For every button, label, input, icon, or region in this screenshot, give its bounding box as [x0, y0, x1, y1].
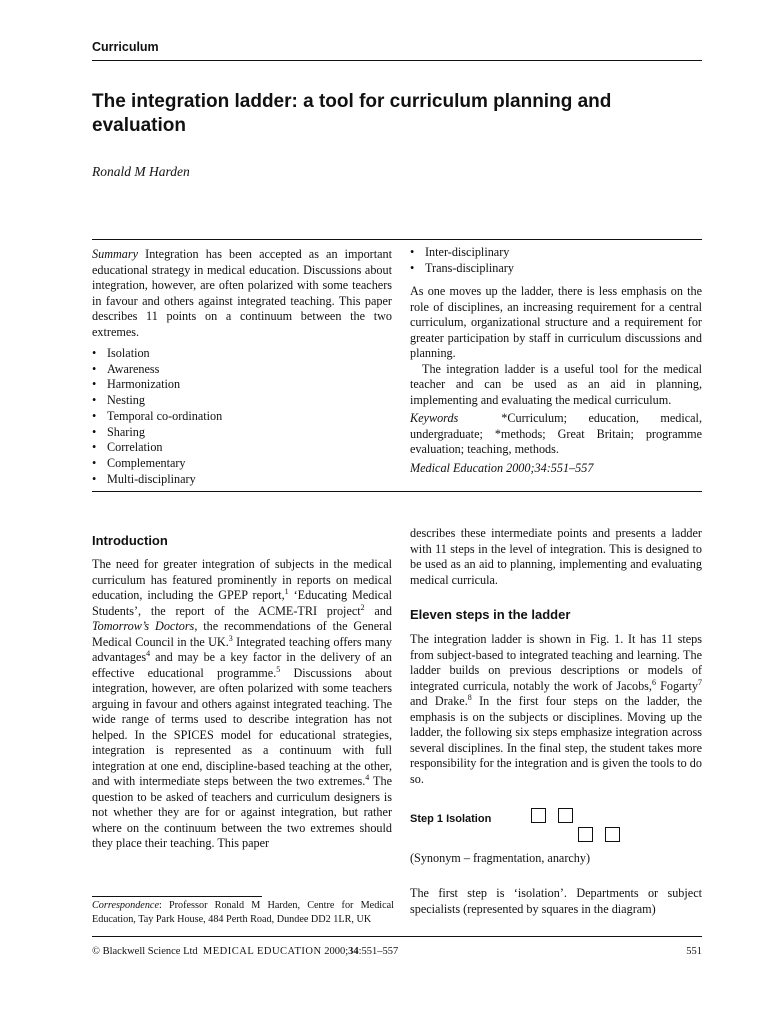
section-label: Curriculum	[92, 40, 159, 54]
step-list-item: • Sharing	[92, 425, 392, 441]
journal-name: MEDICAL EDUCATION	[202, 946, 322, 957]
step-list-item: • Awareness	[92, 362, 392, 378]
step1-label: Step 1 Isolation	[410, 813, 492, 825]
step-list-item: • Correlation	[92, 440, 392, 456]
step-list-item: • Temporal co-ordination	[92, 409, 392, 425]
step-list-item: • Inter-disciplinary	[410, 245, 702, 261]
correspondence-rule	[92, 896, 262, 897]
step-list-item: • Isolation	[92, 346, 392, 362]
keywords-text: *Curriculum; education, medical, undergraduate; *methods; Great Britain; programme evaluation; teaching, methods.	[410, 411, 702, 457]
correspondence	[92, 899, 394, 927]
page-number: 551	[686, 946, 702, 957]
introduction-paragraph: The need for greater integration of subjects in the medical curriculum has featured prominently in reports on medical education, including the GPEP report,$^1$ ‘Educating Medical Students’, the report of the ACME-TRI project$^2$ and Tomorrow’s Doctors, the recommendations of the General Medical Council in the UK.$^3$ Integrated teaching offers many advantages$^4$ and may be a key factor in the delivery of an effective educational programme.$^5$ Discussions about integration, however, are often polarized with some teachers arguing in favour and others against integrated teaching. The wide range of terms used to describe integration has not helped. In the SPICES model for educational strategies, integration is represented as a continuum with full integration at one end, discipline-based teaching at the other, and with intermediate steps between the two extremes.$^4$ The question to be asked of teachers and curriculum designers is not whether they are for or against integration, but rather where on the continuum between the two extremes should they place their teaching. This paper	[92, 557, 393, 850]
step-list-item: • Harmonization	[92, 377, 392, 393]
footer-citation	[92, 946, 398, 957]
isolation-square-2	[558, 808, 573, 823]
summary-text: Integration has been accepted as an important educational strategy in medical education. Discussions about integration, however, are often polarized with some teachers in favour and others against integrated teaching. This paper describes 11 points on a continuum between the two extremes.	[92, 247, 393, 339]
keywords-label: Keywords	[410, 411, 459, 426]
footer-rule	[92, 936, 702, 937]
journal-pages: :551–557	[358, 946, 399, 957]
correspondence-label: Correspondence	[92, 900, 159, 911]
article-title: The integration ladder: a tool for curriculum planning and evaluation	[92, 91, 612, 136]
journal-year: 2000;	[324, 946, 349, 957]
keywords	[410, 411, 702, 458]
summary-label: Summary	[92, 247, 139, 261]
abstract-left	[92, 247, 392, 487]
abstract-bottom-rule	[92, 491, 702, 492]
abstract-paragraph-1: As one moves up the ladder, there is less emphasis on the role of disciplines, an increasing requirement for a central curriculum, organizational structure and a requirement for greater participation by staff in curriculum discussions and planning.	[410, 284, 702, 361]
synonym-text: (Synonym – fragmentation, anarchy)	[410, 851, 591, 865]
abstract-top-rule	[92, 239, 702, 240]
eleven-steps-paragraph: The integration ladder is shown in Fig. 1. It has 11 steps from subject-based to integrated teaching and learning. The ladder builds on previous descriptions or models of integrated curricula, notably the work of Jacobs,$^6$ Fogarty$^7$ and Drake.$^8$ In the first four steps on the ladder, the emphasis is on the subjects or disciplines. Moving up the ladder, the following six steps emphasize integration across several disciplines. In the final step, the student takes more responsibility for the integration and is given the tools to do so.	[410, 632, 702, 786]
correspondence-text: : Professor Ronald M Harden, Centre for Medical Education, Tay Park House, 484 Perth Road, Dundee DD2 1LR, UK	[92, 900, 394, 925]
step-list-item: • Complementary	[92, 456, 392, 472]
isolation-square-3	[578, 827, 593, 842]
continuation-paragraph: describes these intermediate points and presents a ladder with 11 steps in the level of integration. This is designed to be used as an aid to planning, implementing and evaluating medical curricula.	[410, 526, 702, 587]
isolation-square-1	[531, 808, 546, 823]
step1-paragraph: The first step is ‘isolation’. Departments or subject specialists (represented by squares in the diagram)	[410, 886, 702, 916]
abstract-right	[410, 245, 702, 476]
header-rule	[92, 60, 702, 61]
publisher: © Blackwell Science Ltd	[92, 946, 198, 957]
step-list-item: • Multi-disciplinary	[92, 472, 392, 488]
step-list-item: • Nesting	[92, 393, 392, 409]
introduction-body	[92, 557, 392, 852]
steps-list-right	[410, 245, 702, 276]
journal-volume: 34	[348, 946, 359, 957]
step-list-item: • Trans-disciplinary	[410, 261, 702, 277]
citation: Medical Education 2000;34:551–557	[410, 460, 594, 475]
author-name: Ronald M Harden	[92, 164, 190, 179]
isolation-square-4	[605, 827, 620, 842]
eleven-steps-heading: Eleven steps in the ladder	[410, 607, 571, 622]
steps-list-left	[92, 346, 392, 487]
introduction-heading: Introduction	[92, 533, 168, 548]
eleven-steps-body	[410, 632, 702, 787]
abstract-paragraph-2: The integration ladder is a useful tool for the medical teacher and can be used as an aid in planning, implementing and evaluating the medical curriculum.	[410, 361, 702, 407]
summary-paragraph	[92, 247, 392, 340]
